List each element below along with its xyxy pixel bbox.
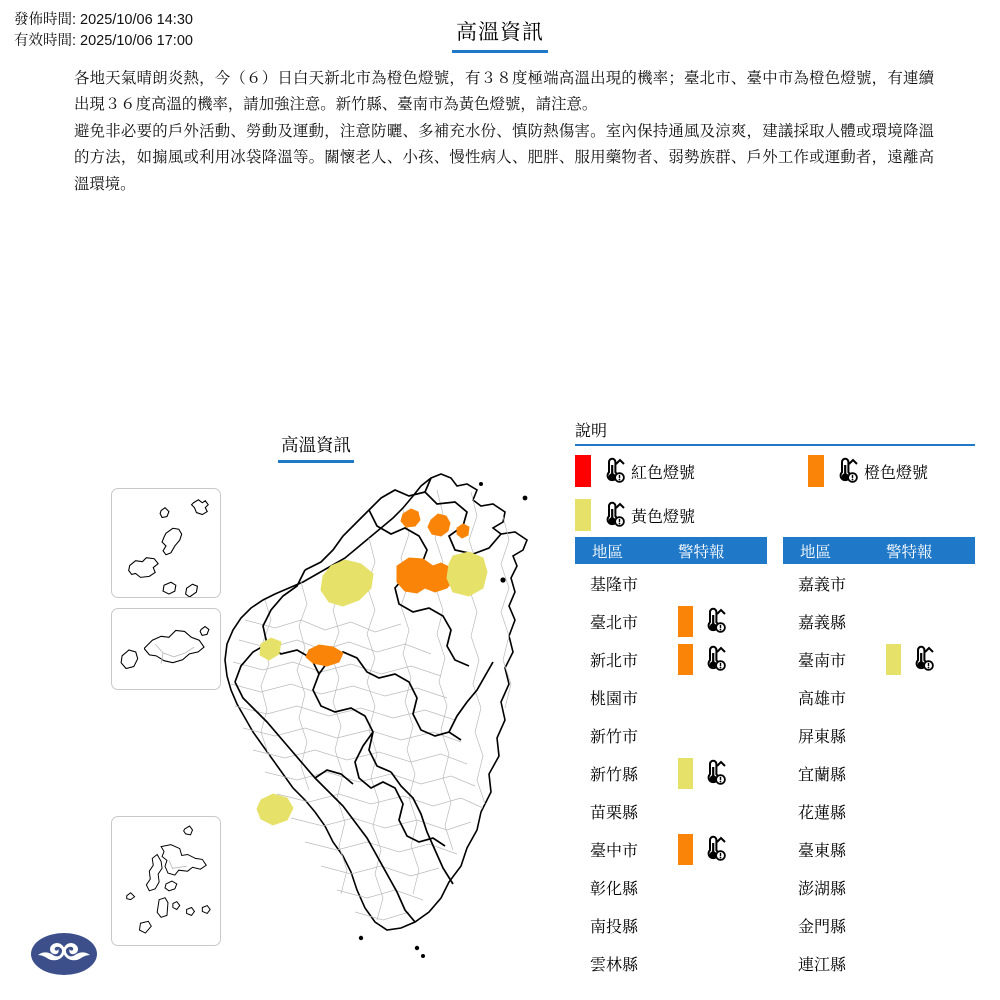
region-name: 新北市 (590, 652, 639, 670)
warning-swatch-yellow (886, 644, 901, 675)
region-name: 新竹縣 (590, 766, 639, 784)
table-row[interactable] (575, 944, 767, 982)
region-name: 高雄市 (798, 690, 847, 708)
map-title-text: 高溫資訊 (278, 432, 354, 463)
legend-swatch-yellow (575, 499, 591, 531)
legend-item-orange (808, 455, 928, 487)
table-row[interactable] (575, 830, 767, 868)
table-row[interactable] (783, 792, 975, 830)
column-header-region: 地區 (592, 543, 624, 561)
table-row[interactable] (575, 906, 767, 944)
page-title (0, 16, 1000, 53)
region-name: 金門縣 (798, 918, 847, 936)
thermometer-warning-icon (596, 456, 626, 486)
table-row[interactable] (783, 564, 975, 602)
column-header-warning: 警特報 (886, 543, 933, 561)
kinmen-inset-svg (112, 609, 220, 689)
region-name: 新竹市 (590, 728, 639, 746)
table-row[interactable] (783, 678, 975, 716)
region-name: 基隆市 (590, 576, 639, 594)
region-name: 澎湖縣 (798, 880, 847, 898)
highlight-tainan (257, 794, 293, 825)
region-name: 嘉義市 (798, 576, 847, 594)
region-name: 宜蘭縣 (798, 766, 847, 784)
valid-time: 有效時間: 2025/10/06 17:00 (14, 33, 193, 49)
table-row[interactable] (783, 716, 975, 754)
warning-cell (670, 644, 767, 675)
legend-and-table-panel (575, 418, 975, 974)
region-name: 花蓮縣 (798, 804, 847, 822)
legend-items (575, 455, 975, 531)
warning-swatch-orange (678, 644, 693, 675)
map-title (278, 432, 354, 463)
column-header-region: 地區 (800, 543, 832, 561)
region-name: 桃園市 (590, 690, 639, 708)
warning-cell (670, 758, 767, 789)
warning-table-left (575, 537, 767, 982)
legend-heading: 說明 (575, 423, 608, 440)
legend-label-red: 紅色燈號 (631, 464, 696, 482)
legend-item-yellow (575, 499, 695, 531)
table-row[interactable] (783, 906, 975, 944)
region-name: 嘉義縣 (798, 614, 847, 632)
legend-swatch-red (575, 455, 591, 487)
table-row[interactable] (783, 944, 975, 982)
column-header-warning: 警特報 (678, 543, 725, 561)
cwa-logo (30, 932, 98, 976)
region-name: 連江縣 (798, 956, 847, 974)
taiwan-outline (225, 474, 527, 930)
region-name: 彰化縣 (590, 880, 639, 898)
warning-cell (878, 644, 975, 675)
table-header-left (575, 537, 767, 564)
warning-swatch-orange (678, 606, 693, 637)
thermometer-warning-icon (697, 758, 727, 788)
table-header-right (783, 537, 975, 564)
warning-swatch-orange (678, 834, 693, 865)
taiwan-map (205, 470, 550, 990)
region-name: 臺東縣 (798, 842, 847, 860)
table-row[interactable] (783, 830, 975, 868)
table-row[interactable] (783, 640, 975, 678)
table-row[interactable] (575, 678, 767, 716)
warning-swatch-yellow (678, 758, 693, 789)
thermometer-warning-icon (697, 644, 727, 674)
region-name: 臺南市 (798, 652, 847, 670)
advisory-paragraph-2: 避免非必要的戶外活動、勞動及運動，注意防曬、多補充水份、慎防熱傷害。室內保持通風及涼爽，建議採取人體或環境降溫的方法，如搧風或利用冰袋降溫等。關懷老人、小孩、慢性病人、肥胖、服用藥物者、弱勢族群、戶外工作或運動者，遠離高溫環境。 (74, 122, 934, 193)
table-row[interactable] (575, 602, 767, 640)
region-name: 屏東縣 (798, 728, 847, 746)
table-row[interactable] (783, 602, 975, 640)
region-name: 苗栗縣 (590, 804, 639, 822)
map-panel (0, 420, 560, 1000)
warning-table-right (783, 537, 975, 982)
page-title-text: 高溫資訊 (452, 16, 548, 53)
table-row[interactable] (783, 868, 975, 906)
legend-label-yellow: 黃色燈號 (631, 508, 696, 526)
region-name: 臺北市 (590, 614, 639, 632)
thermometer-warning-icon (596, 500, 626, 530)
warning-cell (670, 834, 767, 865)
region-name: 雲林縣 (590, 956, 639, 974)
advisory-paragraph-1: 各地天氣晴朗炎熱，今（６）日白天新北市為橙色燈號，有３８度極端高溫出現的機率；臺北市、臺中市為橙色燈號，有連續出現３６度高溫的機率，請加強注意。新竹縣、臺南市為黃色燈號，請注意。 (74, 70, 934, 114)
table-row[interactable] (575, 564, 767, 602)
thermometer-warning-icon (697, 606, 727, 636)
table-row[interactable] (575, 792, 767, 830)
legend-item-red (575, 455, 695, 487)
legend-label-orange: 橙色燈號 (864, 464, 929, 482)
issue-time: 發佈時間: 2025/10/06 14:30 (14, 12, 193, 28)
thermometer-warning-icon (905, 644, 935, 674)
cwa-logo-svg (30, 932, 98, 976)
table-row[interactable] (575, 640, 767, 678)
region-name: 臺中市 (590, 842, 639, 860)
taiwan-map-svg (205, 470, 550, 990)
penghu-inset-svg (112, 817, 220, 945)
advisory-text (74, 66, 934, 198)
table-row[interactable] (575, 716, 767, 754)
warning-cell (670, 606, 767, 637)
highlight-northeast (447, 552, 487, 596)
legend-swatch-orange (808, 455, 824, 487)
matsu-inset-svg (112, 489, 220, 597)
table-row[interactable] (575, 868, 767, 906)
thermometer-warning-icon (697, 834, 727, 864)
table-row[interactable] (783, 754, 975, 792)
table-row[interactable] (575, 754, 767, 792)
region-name: 南投縣 (590, 918, 639, 936)
legend-divider (575, 444, 975, 446)
thermometer-warning-icon (829, 456, 859, 486)
